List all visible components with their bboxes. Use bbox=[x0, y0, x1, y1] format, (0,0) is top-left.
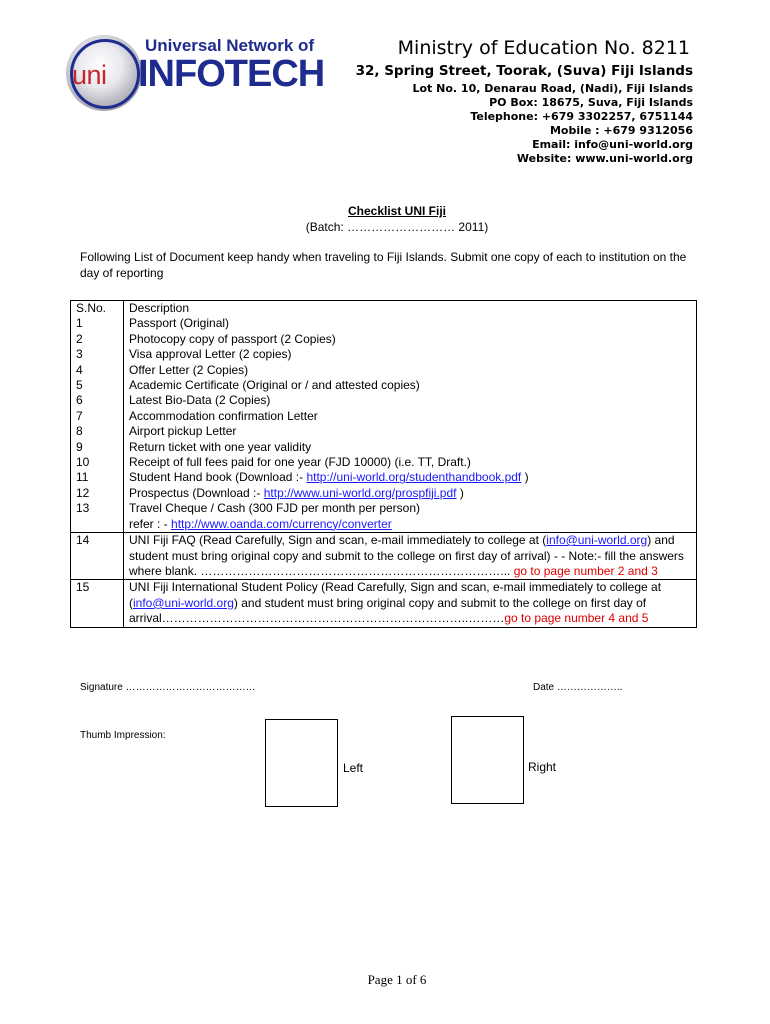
item-description: Visa approval Letter (2 copies) bbox=[129, 347, 292, 362]
item-number: 14 bbox=[71, 533, 124, 580]
signature-field: Signature ………………………………… bbox=[80, 682, 256, 693]
item-number: 2 bbox=[76, 331, 83, 346]
intro-paragraph: Following List of Document keep handy when traveling to Fiji Islands. Submit one copy of each to institution on the day of reporting bbox=[80, 250, 687, 280]
item-description: Latest Bio-Data (2 Copies) bbox=[129, 393, 271, 408]
item-description: Passport (Original) bbox=[129, 316, 230, 331]
item-description: Travel Cheque / Cash (300 FJD per month per person) bbox=[129, 501, 421, 516]
page-reference: go to page number 2 and 3 bbox=[513, 563, 658, 578]
logo-top-text: Universal Network of bbox=[145, 36, 315, 55]
handbook-link[interactable]: http://uni-world.org/studenthandbook.pdf bbox=[306, 470, 522, 485]
mobile: Mobile : +679 9312056 bbox=[549, 124, 693, 137]
date-field: Date ……………….. bbox=[533, 682, 623, 693]
telephone: Telephone: +679 3302257, 6751144 bbox=[470, 110, 693, 123]
item-description: refer : - http://www.oanda.com/currency/converter bbox=[129, 516, 392, 531]
address-line-1: 32, Spring Street, Toorak, (Suva) Fiji Islands bbox=[355, 63, 693, 79]
item-number: 4 bbox=[76, 362, 83, 377]
ministry-title: Ministry of Education No. 8211 bbox=[397, 37, 690, 59]
page-number: Page 1 of 6 bbox=[367, 972, 427, 987]
item-number: 12 bbox=[76, 485, 90, 500]
left-thumb-label: Left bbox=[343, 761, 364, 775]
item-description: UNI Fiji International Student Policy (Read Carefully, Sign and scan, e-mail immediately to college at (info@uni-world.org) and student must bring original copy and submit to the college on first day of arrival…………………………………………………………………..………go to page number 4 and 5 bbox=[124, 580, 697, 627]
page-reference: go to page number 4 and 5 bbox=[504, 611, 649, 626]
policy-email-link[interactable]: info@uni-world.org bbox=[133, 595, 234, 610]
company-logo bbox=[66, 33, 325, 113]
item-number: 5 bbox=[76, 378, 83, 393]
item-description: Accommodation confirmation Letter bbox=[129, 408, 318, 423]
thumb-impression-label: Thumb Impression: bbox=[80, 730, 166, 741]
item-description: Receipt of full fees paid for one year (FJD 10000) (i.e. TT, Draft.) bbox=[129, 455, 471, 470]
website: Website: www.uni-world.org bbox=[516, 152, 693, 165]
table-row bbox=[71, 533, 697, 580]
item-number: 9 bbox=[76, 439, 83, 454]
item-description: Airport pickup Letter bbox=[129, 424, 237, 439]
item-description: Prospectus (Download :- http://www.uni-world.org/prospfiji.pdf ) bbox=[129, 485, 464, 500]
item-description: Student Hand book (Download :- http://uni-world.org/studenthandbook.pdf ) bbox=[129, 470, 529, 485]
faq-email-link[interactable]: info@uni-world.org bbox=[546, 533, 648, 548]
prospectus-link[interactable]: http://www.uni-world.org/prospfiji.pdf bbox=[263, 485, 457, 500]
item-number: 1 bbox=[76, 316, 83, 331]
checklist-table bbox=[70, 300, 697, 628]
right-thumb-box bbox=[451, 716, 524, 804]
logo-uni-text: uni bbox=[72, 60, 107, 90]
right-thumb-label: Right bbox=[528, 760, 557, 774]
header-sno: S.No. bbox=[76, 301, 107, 315]
item-description: Academic Certificate (Original or / and attested copies) bbox=[129, 378, 420, 393]
logo-main-text: INFOTECH bbox=[138, 53, 325, 95]
table-row bbox=[71, 580, 697, 627]
batch-line: (Batch: ……………………… 2011) bbox=[305, 220, 489, 234]
address-line-2: Lot No. 10, Denarau Road, (Nadi), Fiji Islands bbox=[412, 82, 693, 95]
item-number: 13 bbox=[76, 501, 90, 516]
item-number: 15 bbox=[71, 580, 124, 627]
item-number: 7 bbox=[76, 408, 83, 423]
item-number: 3 bbox=[76, 347, 83, 362]
email: Email: info@uni-world.org bbox=[532, 138, 693, 151]
item-number: 10 bbox=[76, 455, 90, 470]
checklist-title: Checklist UNI Fiji bbox=[347, 204, 447, 218]
item-number: 11 bbox=[76, 470, 89, 485]
table-row bbox=[71, 301, 697, 533]
item-description: UNI Fiji FAQ (Read Carefully, Sign and scan, e-mail immediately to college at (info@uni-world.org) and student must bring original copy and submit to the college on first day of arrival) - - Note:- fill the answers where blank. …………………………………………………………………... go to page number 2 and 3 bbox=[124, 533, 697, 580]
left-thumb-box bbox=[265, 719, 338, 807]
currency-converter-link[interactable]: http://www.oanda.com/currency/converter bbox=[171, 516, 392, 531]
po-box: PO Box: 18675, Suva, Fiji Islands bbox=[489, 96, 693, 109]
item-number: 6 bbox=[76, 393, 83, 408]
item-number: 8 bbox=[76, 424, 83, 439]
item-description: Return ticket with one year validity bbox=[129, 439, 312, 454]
header-description: Description bbox=[129, 301, 190, 315]
item-description: Offer Letter (2 Copies) bbox=[129, 362, 249, 377]
item-description: Photocopy copy of passport (2 Copies) bbox=[129, 331, 336, 346]
